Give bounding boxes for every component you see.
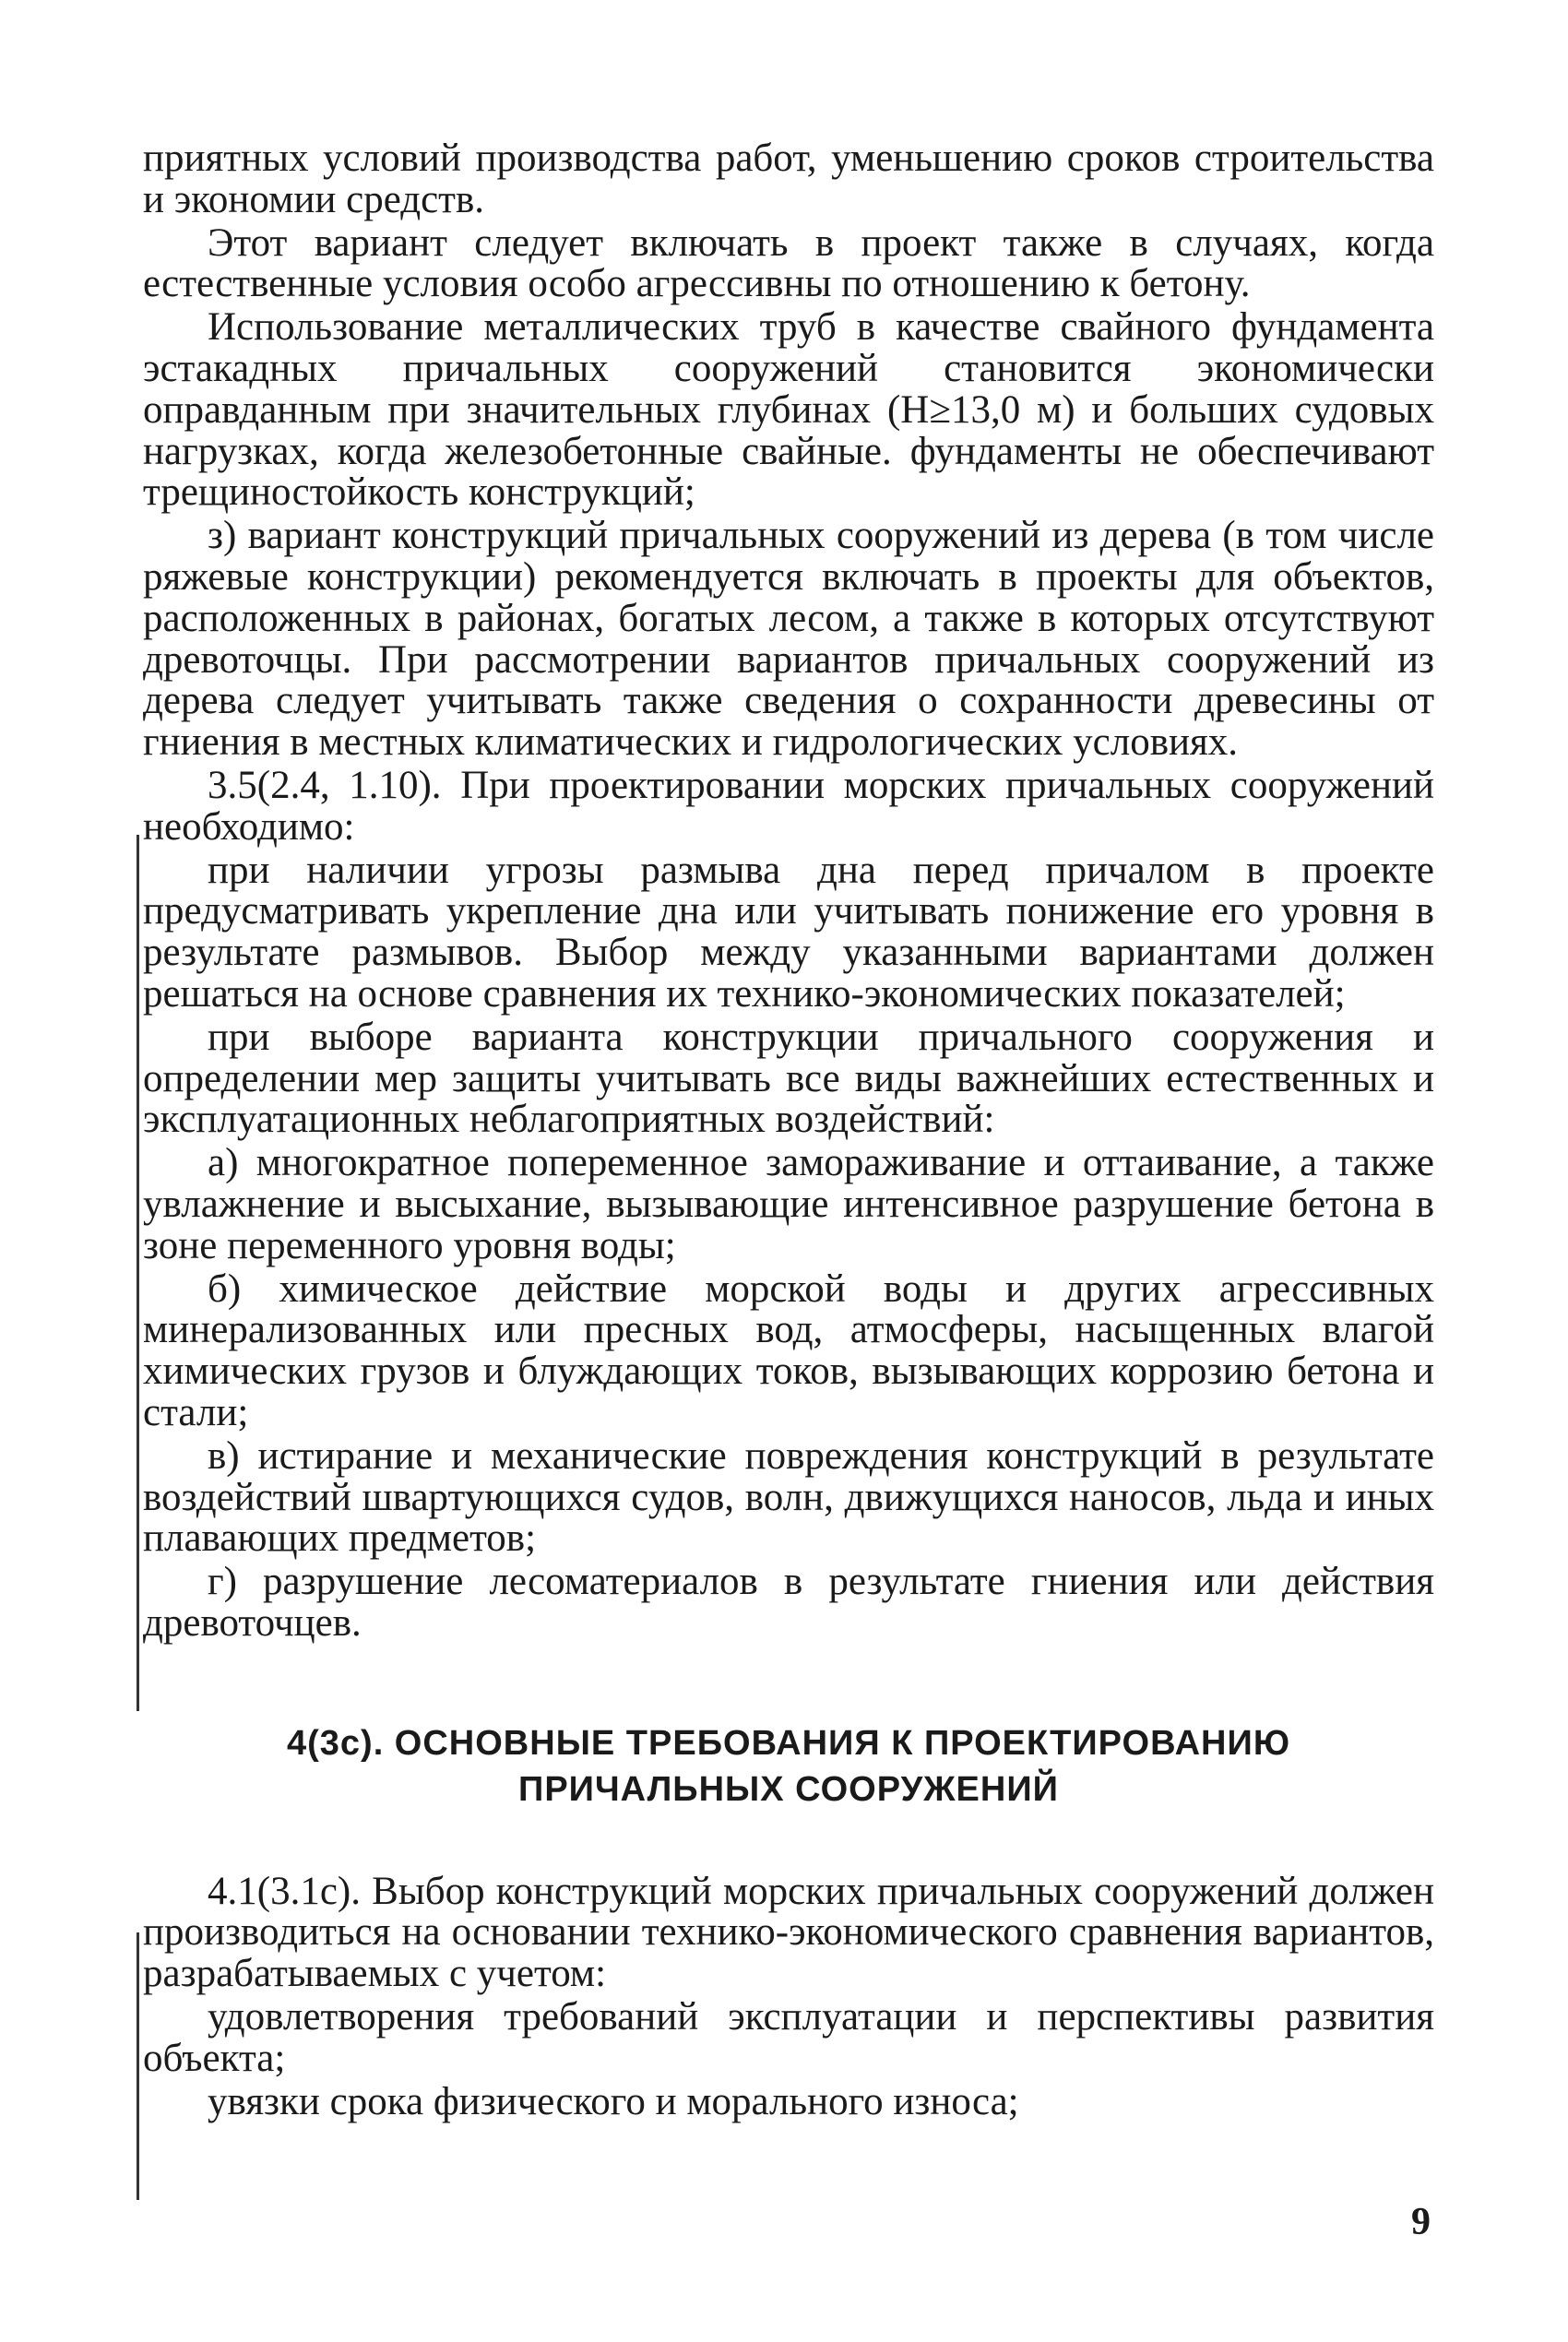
heading-line-2: ПРИЧАЛЬНЫХ СООРУЖЕНИЙ xyxy=(518,1769,1059,1809)
page-number: 9 xyxy=(1411,2201,1431,2243)
paragraph: Этот вариант следует включать в проект также в случаях, когда естественные условия особо агрессивны по отношению к бетону. xyxy=(143,220,1434,306)
paragraph: удовлетворения требований эксплуатации и перспективы развития объекта; xyxy=(143,1995,1434,2080)
text-column xyxy=(143,138,1434,2122)
list-item-v: в) истирание и механические повреждения конструкций в результате воздействий швартующихся судов, волн, движущихся наносов, льда и иных плавающих предметов; xyxy=(143,1433,1434,1561)
paragraph: при выборе варианта конструкции причального сооружения и определении мер защиты учитывать все виды важнейших естественных и эксплуатационных неблагоприятных воздействий: xyxy=(143,1015,1434,1142)
list-item-a: а) многократное попеременное замораживание и оттаивание, а также увлажнение и высыхание, вызывающие интенсивное разрушение бетона в зоне переменного уровня воды; xyxy=(143,1141,1434,1267)
list-item-b: б) химическое действие морской воды и других агрессивных минерализованных или пресных вод, атмосферы, насыщенных влагой химических грузов и блуждающих токов, вызывающих коррозию бетона и стали; xyxy=(143,1266,1434,1434)
list-item-g: г) разрушение лесоматериалов в результате гниения или действия древоточцев. xyxy=(143,1560,1434,1645)
paragraph: приятных условий производства работ, уменьшению сроков строительства и экономии средств. xyxy=(143,137,1434,221)
margin-mark-line xyxy=(137,835,139,1711)
heading-line-1: 4(3с). ОСНОВНЫЕ ТРЕБОВАНИЯ К ПРОЕКТИРОВАНИЮ xyxy=(286,1723,1291,1763)
margin-mark-line xyxy=(137,1932,139,2200)
paragraph: Использование металлических труб в качестве свайного фундамента эстакадных причальных сооружений становится экономически оправданным при значительных глубинах (H≥13,0 м) и больших судовых нагрузках, когда железобетонные свайные. фундаменты не обеспечивают трещиностойкость конструкций; xyxy=(143,305,1434,515)
paragraph: при наличии угрозы размыва дна перед причалом в проекте предусматривать укрепление дна или учитывать понижение его уровня в результате размывов. Выбор между указанными вариантами должен решаться на основе сравнения их технико-экономических показателей; xyxy=(143,848,1434,1016)
clause-4-1-intro: 4.1(3.1с). Выбор конструкций морских причальных сооружений должен производиться на основании технико-экономического сравнения вариантов, разрабатываемых с учетом: xyxy=(143,1869,1434,1996)
section-heading xyxy=(143,1720,1434,1813)
clause-3-5-intro: 3.5(2.4, 1.10). При проектировании морских причальных сооружений необходимо: xyxy=(143,763,1434,849)
paragraph: увязки срока физического и морального износа; xyxy=(208,2079,1019,2123)
paragraph: з) вариант конструкций причальных сооружений из дерева (в том числе ряжевые конструкции) рекомендуется включать в проекты для объектов, расположенных в районах, богатых лесом, а также в которых отсутствуют древоточцы. При рассмотрении вариантов причальных сооружений из дерева следует учитывать также сведения о сохранности древесины от гниения в местных климатических и гидрологических условиях. xyxy=(143,514,1434,765)
